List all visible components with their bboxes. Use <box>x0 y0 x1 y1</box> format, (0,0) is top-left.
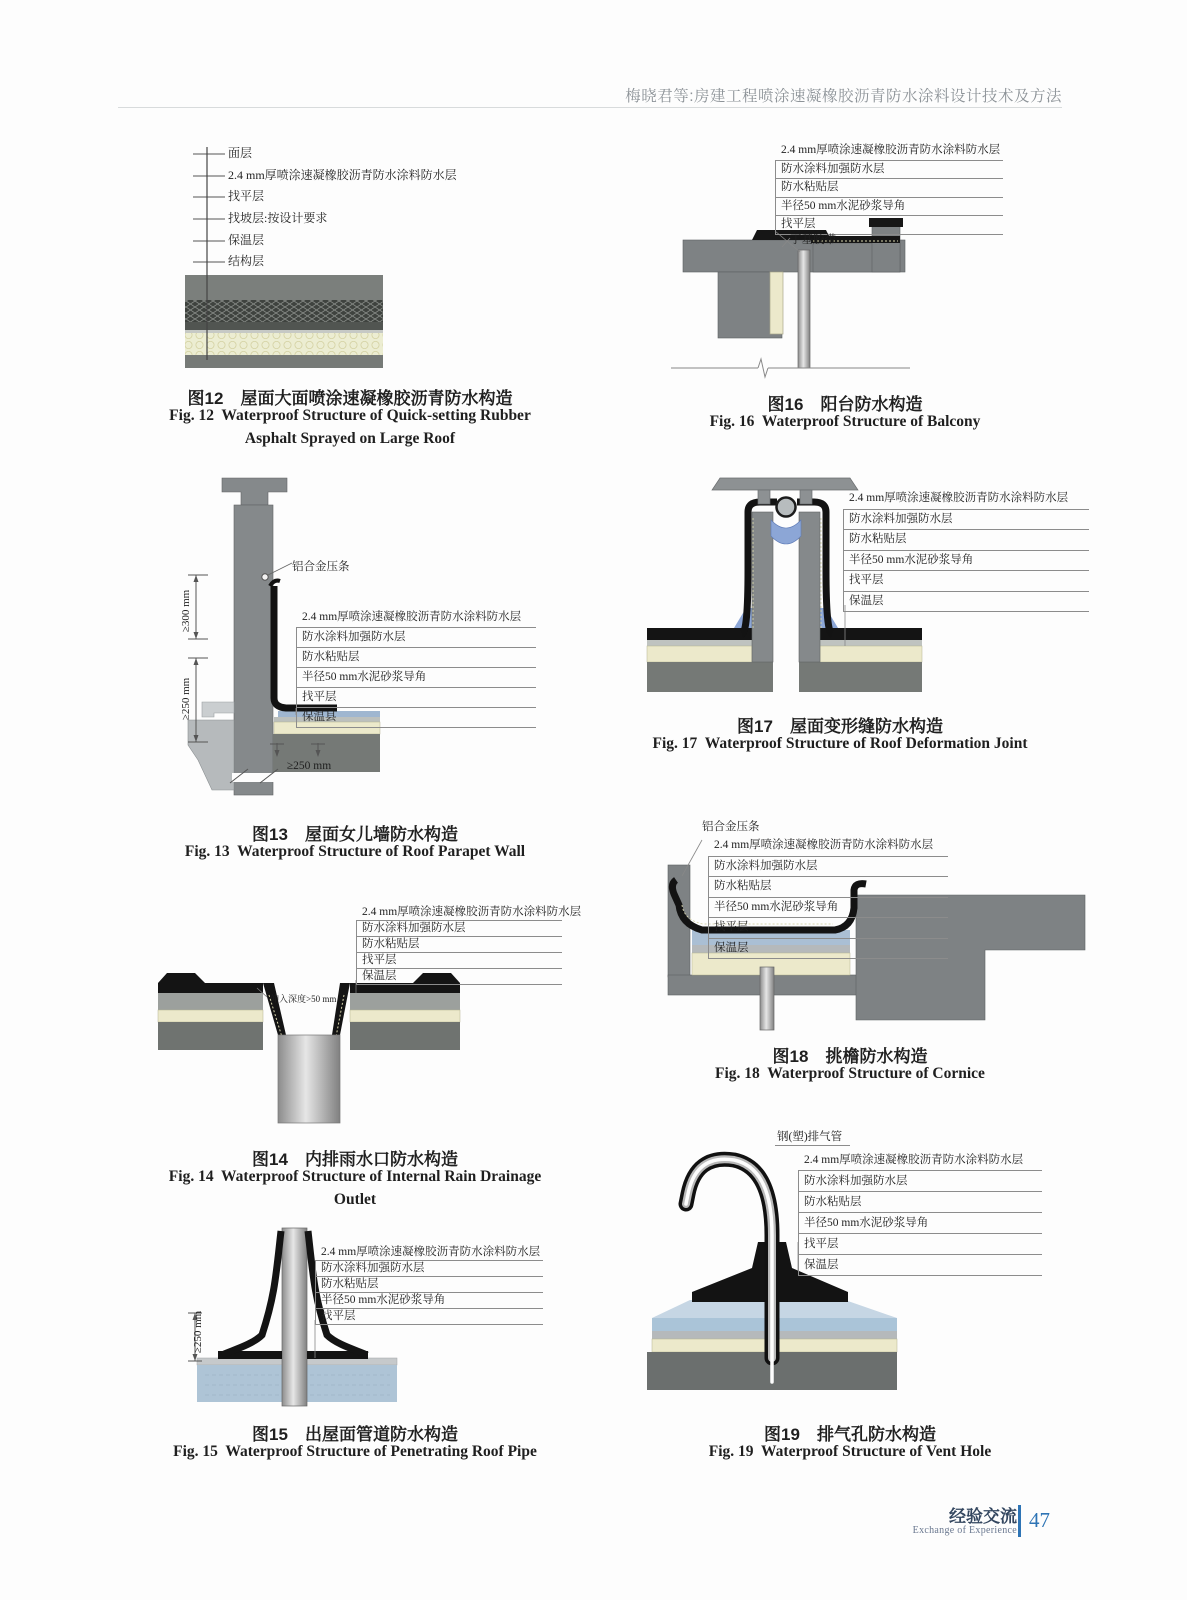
fig17-sealant-rod <box>777 498 796 517</box>
layer-label: 防水涂料加强防水层 <box>356 921 562 937</box>
fig13-dim-300: ≥300 mm <box>180 589 192 633</box>
layer-label: 半径50 mm水泥砂浆导角 <box>775 198 1003 217</box>
fig13-layer-labels <box>296 608 536 728</box>
layer-label: 找平层 <box>356 953 562 969</box>
layer-label: 找平层 <box>843 571 1089 592</box>
fig15-caption-en: Fig. 15 Waterproof Structure of Penetrating Roof Pipe <box>173 1443 537 1460</box>
fig14-drain-pipe <box>278 1035 340 1123</box>
fig16-layer-labels <box>775 142 1003 235</box>
fig19-layer-labels <box>798 1150 1042 1276</box>
fig13-coping <box>188 702 234 790</box>
fig12-leader-lines <box>193 154 225 262</box>
layer-label: 防水涂料加强防水层 <box>708 857 948 878</box>
fig18-pointer-label: 铝合金压条 <box>702 821 760 833</box>
layer-label: 2.4 mm厚喷涂速凝橡胶沥青防水涂料防水层 <box>843 489 1089 510</box>
fig18-pointer-leader <box>682 840 702 876</box>
fig15-layer-labels <box>315 1245 543 1325</box>
fig17-sealant-blue <box>771 520 801 544</box>
footer-section-en: Exchange of Experience <box>912 1525 1017 1536</box>
fig14-depth-note: 伸入深度>50 mm <box>270 994 337 1004</box>
layer-label: 2.4 mm厚喷涂速凝橡胶沥青防水涂料防水层 <box>228 167 457 182</box>
layer-label: 半径50 mm水泥砂浆导角 <box>798 1213 1042 1234</box>
layer-label: 防水粘贴层 <box>775 179 1003 198</box>
fig12-caption-zh: 图12 屋面大面喷涂速凝橡胶沥青防水构造 <box>187 389 513 408</box>
layer-label: 防水粘贴层 <box>296 648 536 668</box>
fig17-layer-labels <box>843 489 1089 612</box>
fig16-ground-line <box>671 359 910 377</box>
layer-label: 防水粘贴层 <box>708 877 948 898</box>
fig12-roof-layers <box>185 275 383 368</box>
layer-label: 找平层 <box>798 1234 1042 1255</box>
layer-label: 2.4 mm厚喷涂速凝橡胶沥青防水涂料防水层 <box>708 836 948 857</box>
fig15-caption-zh: 图15 出屋面管道防水构造 <box>252 1425 458 1444</box>
fig13-fastener <box>262 574 268 580</box>
layer-label: 结构层 <box>228 254 265 269</box>
fig19-pointer-label: 钢(塑)排气管 <box>775 1128 850 1146</box>
fig15-pipe <box>282 1228 307 1406</box>
layer-label: 半径50 mm水泥砂浆导角 <box>296 668 536 688</box>
layer-label: 找平层 <box>296 688 536 708</box>
fig16-drain-pipe <box>798 250 810 368</box>
layer-label: 防水粘贴层 <box>798 1192 1042 1213</box>
layer-label: 半径50 mm水泥砂浆导角 <box>315 1293 543 1309</box>
layer-label: 保温县 <box>296 708 536 728</box>
fig18-layer-labels <box>708 836 948 959</box>
fig14-roof-left <box>158 973 263 1050</box>
layer-label: 找坡层:按设计要求 <box>228 211 328 226</box>
layer-label: 2.4 mm厚喷涂速凝橡胶沥青防水涂料防水层 <box>775 142 1003 161</box>
fig16-caption-zh: 图16 阳台防水构造 <box>767 395 923 414</box>
layer-label: 找平层 <box>228 189 265 204</box>
layer-label: 防水涂料加强防水层 <box>798 1171 1042 1192</box>
layer-label: 保温层 <box>843 592 1089 613</box>
header-rule <box>118 107 1062 108</box>
layer-label: 2.4 mm厚喷涂速凝橡胶沥青防水涂料防水层 <box>315 1245 543 1261</box>
fig14-diagram <box>145 965 565 1160</box>
fig12-caption-en2: Asphalt Sprayed on Large Roof <box>244 430 456 447</box>
layer-label: 找平层 <box>315 1309 543 1325</box>
fig13-dim-250: ≥250 mm <box>180 677 192 721</box>
fig13-caption-en: Fig. 13 Waterproof Structure of Roof Parapet Wall <box>184 843 526 860</box>
fig14-caption-en1: Fig. 14 Waterproof Structure of Internal Rain Drainage <box>168 1168 542 1185</box>
fig14-caption-zh: 图14 内排雨水口防水构造 <box>252 1150 458 1169</box>
fig12-layer-labels <box>228 143 457 273</box>
layer-label: 保温层 <box>708 939 948 960</box>
layer-label: 防水粘贴层 <box>843 530 1089 551</box>
layer-label: 保温层 <box>356 969 562 985</box>
layer-label: 面层 <box>228 146 253 160</box>
layer-label: 防水粘贴层 <box>315 1277 543 1293</box>
fig15-dim-250: ≥250 mm <box>192 1310 204 1354</box>
layer-label: 半径50 mm水泥砂浆导角 <box>843 551 1089 572</box>
layer-label: 保温层 <box>798 1255 1042 1276</box>
footer-divider-bar <box>1018 1505 1021 1537</box>
fig12-caption-en1: Fig. 12 Waterproof Structure of Quick-setting Rubber <box>169 407 531 424</box>
layer-label: 防水涂料加强防水层 <box>843 510 1089 531</box>
layer-label: 保温层 <box>228 232 265 247</box>
layer-label: 找平层 <box>708 918 948 939</box>
layer-label: 防水涂料加强防水层 <box>315 1261 543 1277</box>
layer-label: 2.4 mm厚喷涂速凝橡胶沥青防水涂料防水层 <box>356 905 562 921</box>
fig18-drain-pipe <box>760 967 774 1030</box>
fig16-caption-en: Fig. 16 Waterproof Structure of Balcony <box>709 413 981 430</box>
fig13-pointer-label: 铝合金压条 <box>292 561 350 573</box>
fig14-caption-en2: Outlet <box>333 1191 377 1208</box>
layer-label: 半径50 mm水泥砂浆导角 <box>708 898 948 919</box>
fig19-caption-zh: 图19 排气孔防水构造 <box>764 1425 936 1444</box>
footer-section-zh: 经验交流 <box>949 1507 1017 1526</box>
layer-label: 防水涂料加强防水层 <box>296 628 536 648</box>
fig14-layer-labels <box>356 905 582 985</box>
fig13-caption-zh: 图13 屋面女儿墙防水构造 <box>252 825 458 844</box>
layer-label: 防水涂料加强防水层 <box>775 161 1003 180</box>
footer-page-number: 47 <box>1029 1508 1050 1532</box>
layer-label: 防水粘贴层 <box>356 937 562 953</box>
fig13-dim-bottom: ≥250 mm <box>286 760 332 772</box>
fig16-tape-label: 丁基胶带 <box>790 234 836 246</box>
fig18-caption-en: Fig. 18 Waterproof Structure of Cornice <box>715 1065 985 1082</box>
layer-label: 2.4 mm厚喷涂速凝橡胶沥青防水涂料防水层 <box>798 1150 1042 1171</box>
running-title: 梅晓君等:房建工程喷涂速凝橡胶沥青防水涂料设计技术及方法 <box>625 88 1062 105</box>
fig17-caption-zh: 图17 屋面变形缝防水构造 <box>737 717 943 736</box>
fig18-caption-zh: 图18 挑檐防水构造 <box>772 1047 928 1066</box>
fig17-caption-en: Fig. 17 Waterproof Structure of Roof Deformation Joint <box>652 735 1028 752</box>
layer-label: 2.4 mm厚喷涂速凝橡胶沥青防水涂料防水层 <box>296 608 536 628</box>
layer-label: 找平层 <box>775 216 1003 235</box>
fig19-caption-en: Fig. 19 Waterproof Structure of Vent Hole <box>708 1443 992 1460</box>
